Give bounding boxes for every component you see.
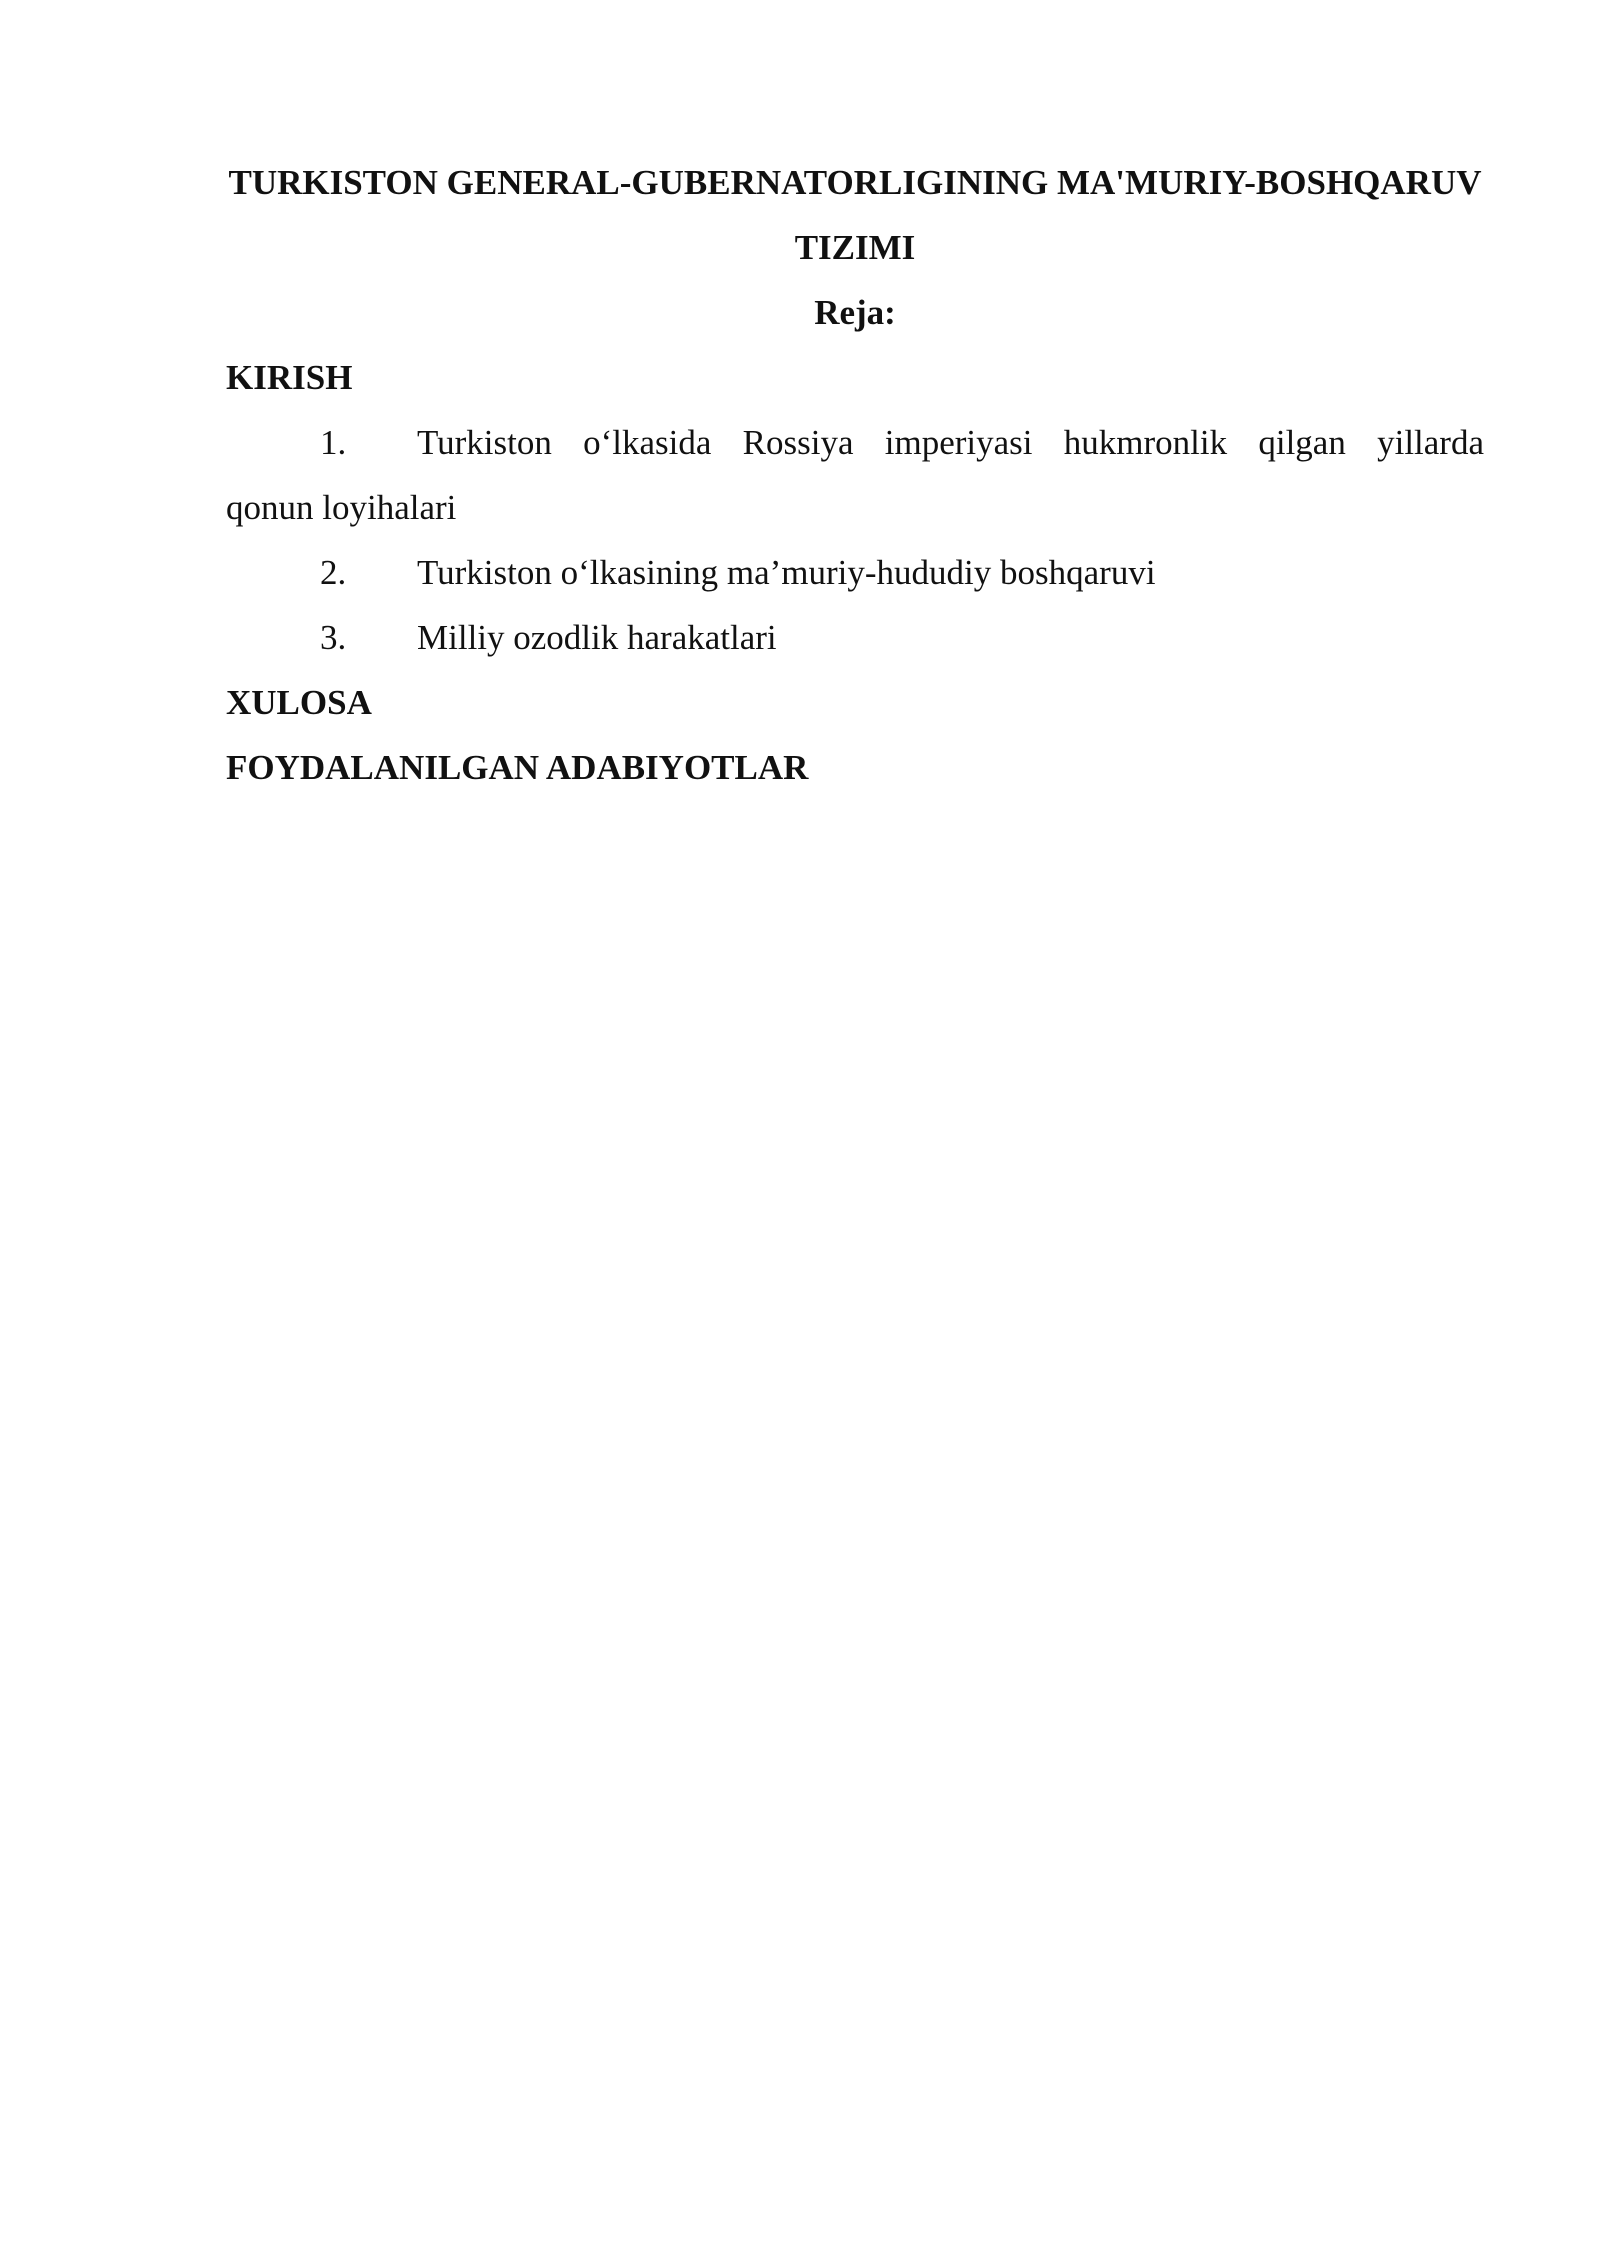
plan-item-3-number: 3. (320, 618, 347, 657)
plan-item-1-text: Turkiston o‘lkasida Rossiya imperiyasi hukmronlik qilgan yillarda (417, 423, 1484, 462)
document-title: TURKISTON GENERAL-GUBERNATORLIGINING MA'MURIY-BOSHQARUV TIZIMI (228, 163, 1482, 267)
plan-item-1 (226, 410, 1484, 540)
plan-item-1-continuation: qonun loyihalari (226, 488, 457, 527)
plan-item-2 (226, 540, 1484, 605)
plan-item-1-first-line (226, 410, 1484, 475)
conclusion-heading: XULOSA (226, 683, 372, 722)
plan-heading: Reja: (814, 293, 896, 332)
references-heading: FOYDALANILGAN ADABIYOTLAR (226, 748, 809, 787)
plan-item-2-text: Turkiston o‘lkasining ma’muriy-hududiy boshqaruvi (417, 553, 1156, 592)
plan-item-3-text: Milliy ozodlik harakatlari (417, 618, 777, 657)
plan-item-3 (226, 605, 1484, 670)
plan-item-1-number: 1. (320, 423, 347, 462)
intro-heading: KIRISH (226, 358, 353, 397)
plan-item-2-number: 2. (320, 553, 347, 592)
document-content (226, 150, 1484, 800)
